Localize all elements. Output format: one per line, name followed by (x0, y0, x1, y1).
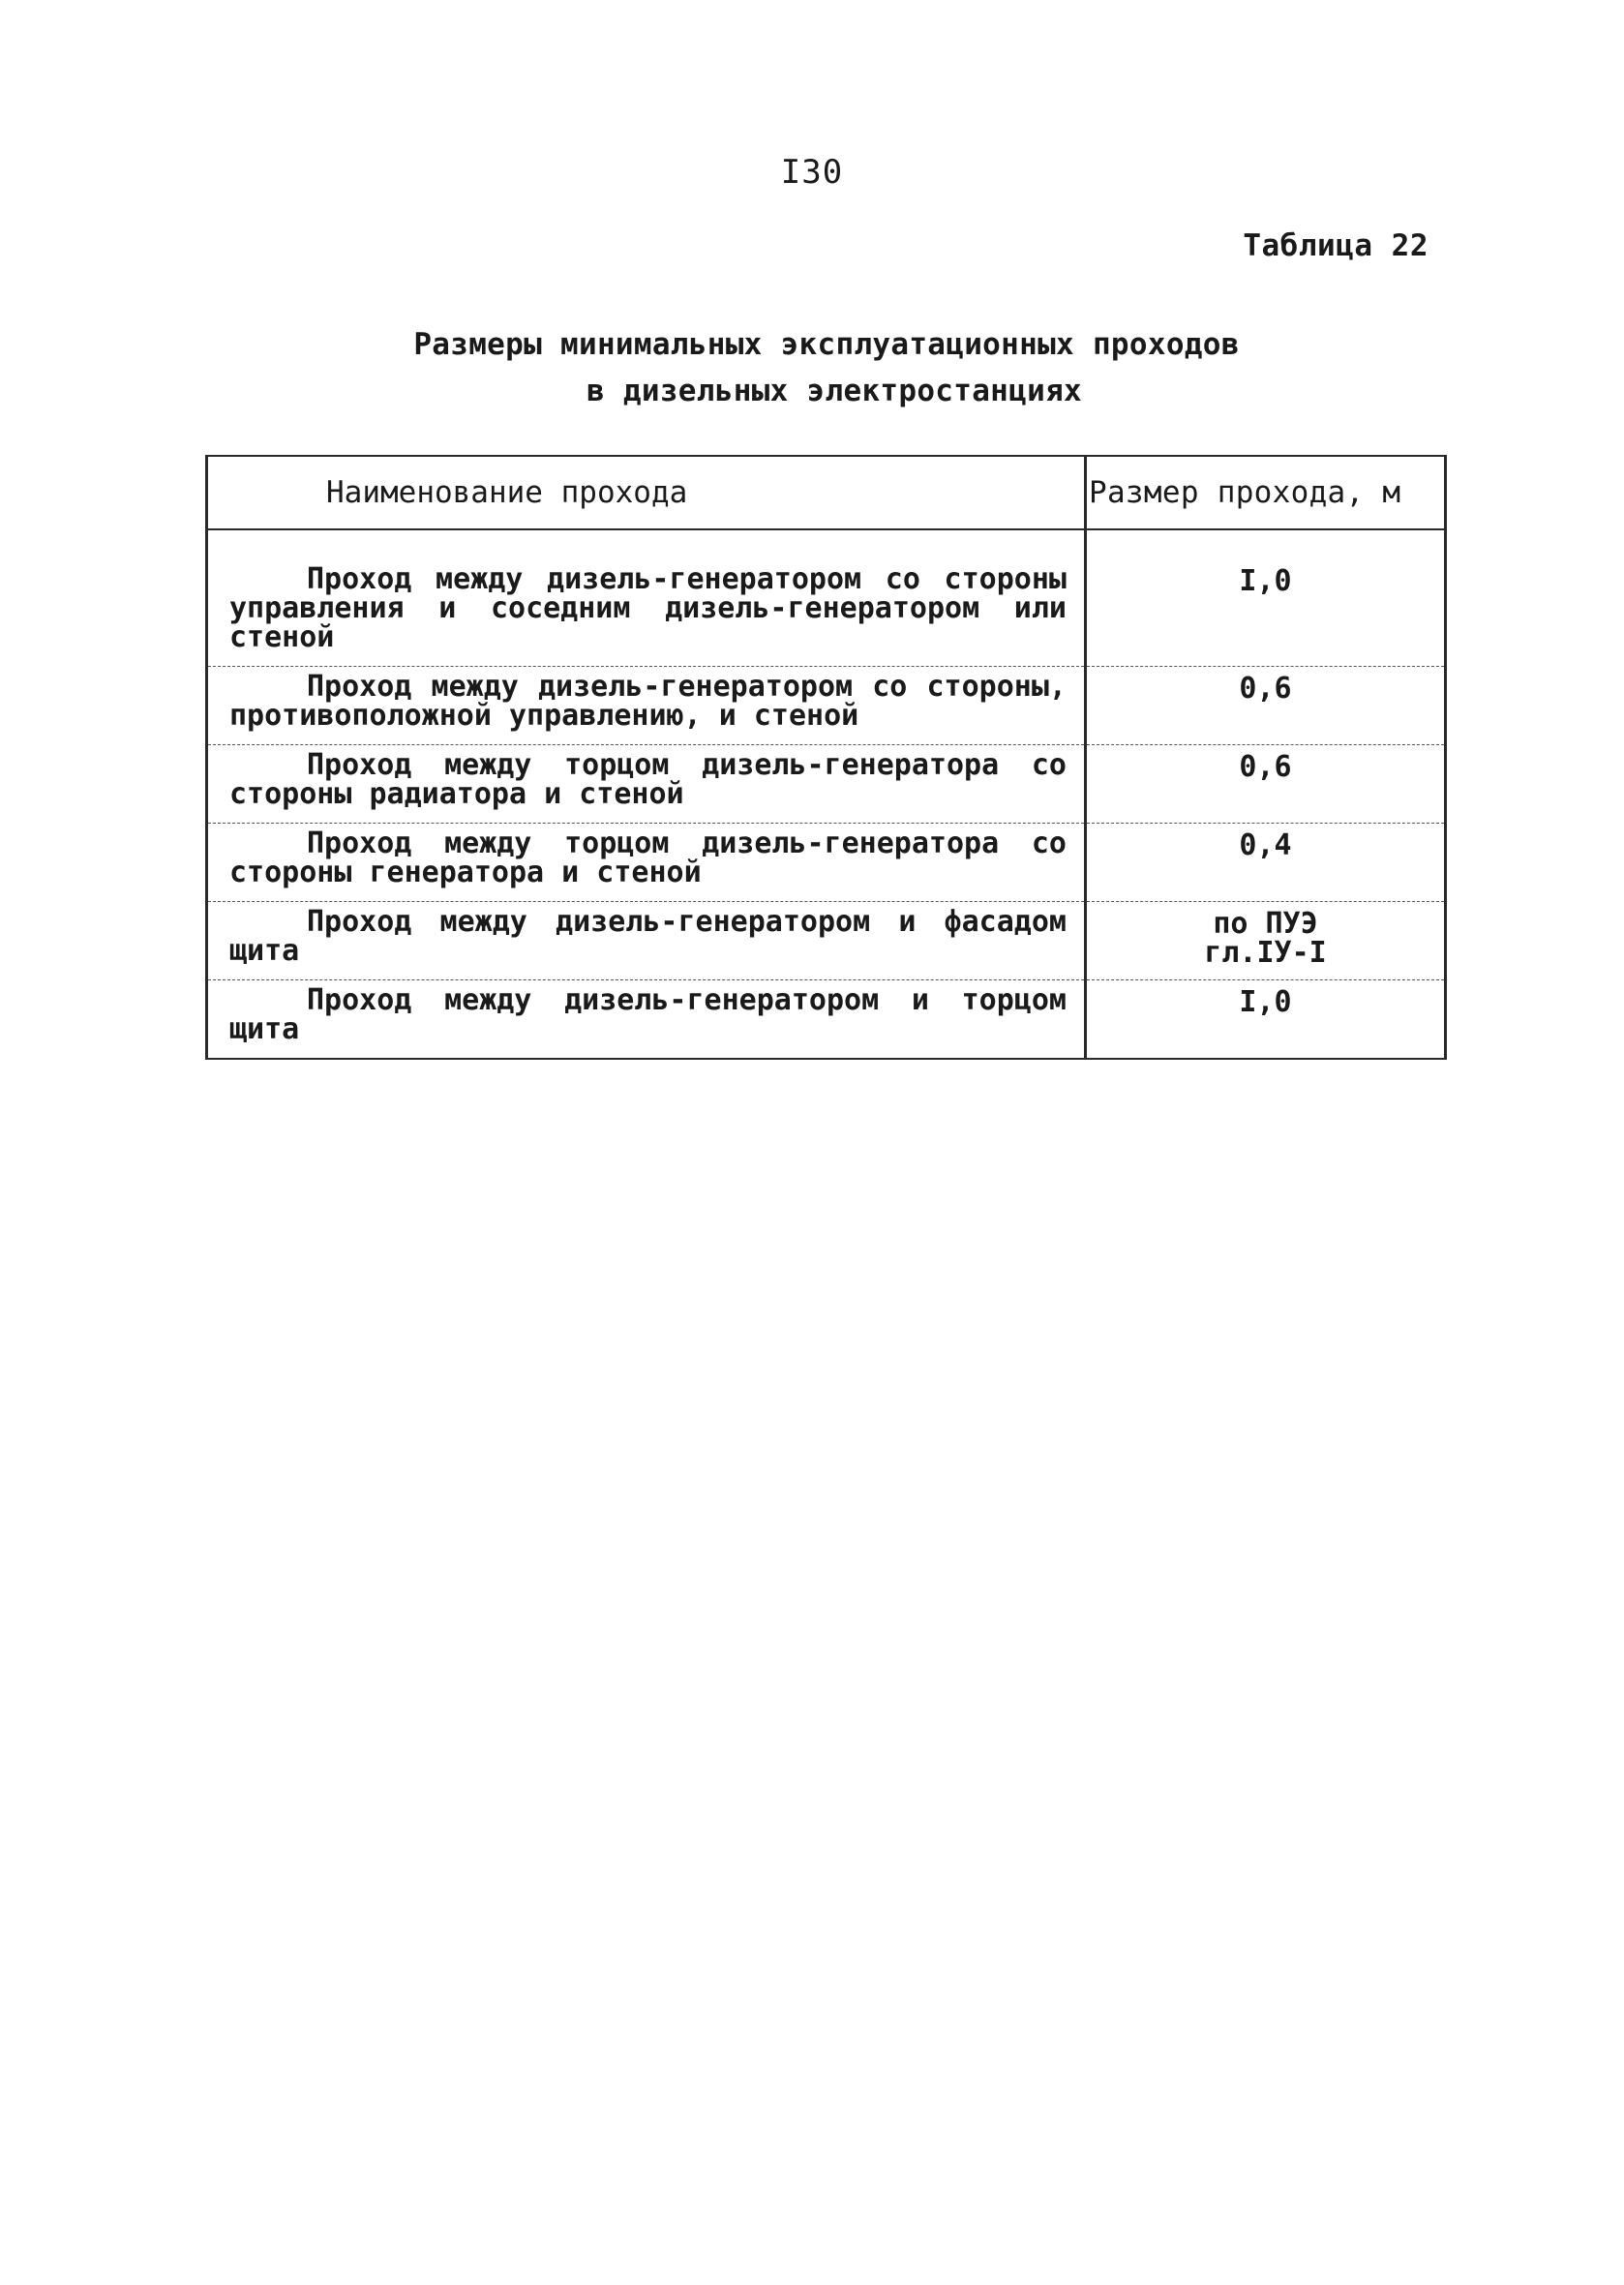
column-header-size: Размер прохода, м (1086, 456, 1446, 529)
passage-size-cell: 0,6 (1086, 745, 1446, 824)
passage-size-cell: 0,4 (1086, 824, 1446, 902)
passage-size-cell: I,0 (1086, 529, 1446, 667)
heading-line-2: в дизельных электростанциях (586, 374, 1083, 408)
table-row (207, 745, 1446, 824)
passage-size-cell: 0,6 (1086, 667, 1446, 745)
passage-size-cell: I,0 (1239, 985, 1292, 1019)
table-row (207, 902, 1446, 980)
passage-name-cell: Проход между торцом дизель-генератора со стороны радиатора и стеной (207, 745, 1086, 824)
passage-name-cell: Проход между дизель-генератором и фасадом щита (207, 902, 1086, 980)
table-row (207, 529, 1446, 667)
table-label: Таблица 22 (1243, 228, 1429, 263)
passage-name-cell: Проход между торцом дизель-генератора со стороны генератора и стеной (207, 824, 1086, 902)
passage-size-table (205, 455, 1447, 1060)
passage-name-cell: Проход между дизель-генератором и торцом щита (207, 980, 1086, 1060)
table-heading (0, 321, 1624, 414)
passage-name-cell: Проход между дизель-генератором со стороны управления и соседним дизель-генератором или стеной (207, 529, 1086, 667)
passage-name-cell: Проход между дизель-генератором со стороны, противоположной управлению, и стеной (207, 667, 1086, 745)
heading-line-1: Размеры минимальных эксплуатационных проходов (413, 327, 1240, 362)
table-row (207, 980, 1446, 1060)
page-number: I30 (780, 153, 844, 192)
table-header-row (207, 456, 1446, 529)
table-row (207, 667, 1446, 745)
column-header-name: Наименование прохода (207, 456, 1086, 529)
table-row (207, 824, 1446, 902)
passage-size-cell: по ПУЭ гл.IУ-I (1086, 902, 1446, 980)
